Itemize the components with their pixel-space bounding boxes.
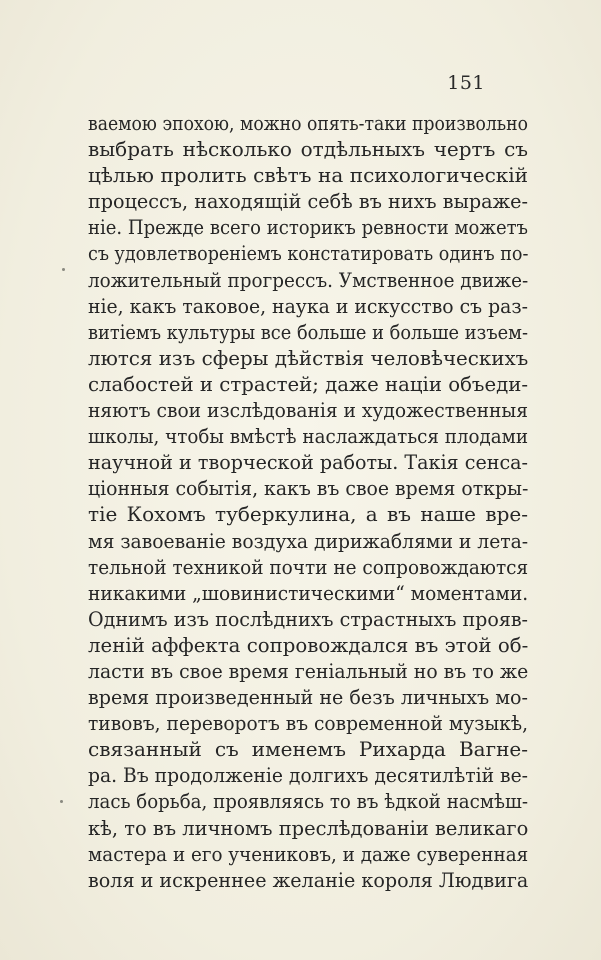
text-line: тивовъ, переворотъ въ современной музыкѣ, [88,711,528,736]
text-line: съ удовлетвореніемъ констатировать одинъ по- [88,241,529,266]
text-line: тельной техникой почти не сопровождаются [88,554,529,579]
margin-speck [60,800,63,803]
text-line: слабостей и страстей; даже націи объеди- [88,371,528,396]
text-line: няютъ свои изслѣдованія и художественныя [88,398,529,423]
text-line: мя завоеваніе воздуха дирижаблями и лета- [88,528,529,553]
text-line: ложительный прогрессъ. Умственное движе- [88,267,529,292]
text-line: ніе, какъ таковое, наука и искусство съ раз- [88,293,528,318]
text-line: ціонныя событія, какъ въ свое время откры- [88,476,529,501]
page-number: 151 [447,72,485,94]
text-line: связанный съ именемъ Рихарда Вагне- [88,737,528,762]
text-line: лась борьба, проявляясь то въ ѣдкой насмѣш- [88,789,528,814]
text-line: выбрать нѣсколько отдѣльныхъ чертъ съ [88,137,528,162]
text-line: Однимъ изъ послѣднихъ страстныхъ прояв- [88,606,528,631]
text-line: ра. Въ продолженіе долгихъ десятилѣтій ве- [88,763,528,788]
text-line: научной и творческой работы. Такія сенса- [88,450,528,475]
text-line: витіемъ культуры все больше и больше изъем- [88,319,528,344]
text-line: цѣлью пролить свѣтъ на психологическій [88,163,528,188]
text-line: ваемою эпохою, можно опять-таки произвольно [88,111,528,135]
body-text [88,110,528,893]
text-line: мастера и его учениковъ, и даже суверенная [88,841,529,866]
margin-speck [62,268,65,271]
text-line: ласти въ свое время геніальный но въ то же [88,658,529,683]
text-line: кѣ, то въ личномъ преслѣдованіи великаго [88,815,529,840]
text-line: время произведенный не безъ личныхъ мо- [88,685,528,710]
text-line: процессъ, находящій себѣ въ нихъ выраже- [88,189,528,214]
text-line: никакими „шовинистическими“ моментами. [88,580,529,605]
text-line: лются изъ сферы дѣйствія человѣческихъ [88,345,529,370]
text-line: леній аффекта сопровождался въ этой об- [88,632,529,657]
text-line: школы, чтобы вмѣстѣ наслаждаться плодами [88,424,528,449]
text-line: воля и искреннее желаніе короля Людвига [88,867,529,892]
text-line: тіе Кохомъ туберкулина, а въ наше вре- [88,502,528,527]
text-line: ніе. Прежде всего историкъ ревности можетъ [88,215,528,240]
